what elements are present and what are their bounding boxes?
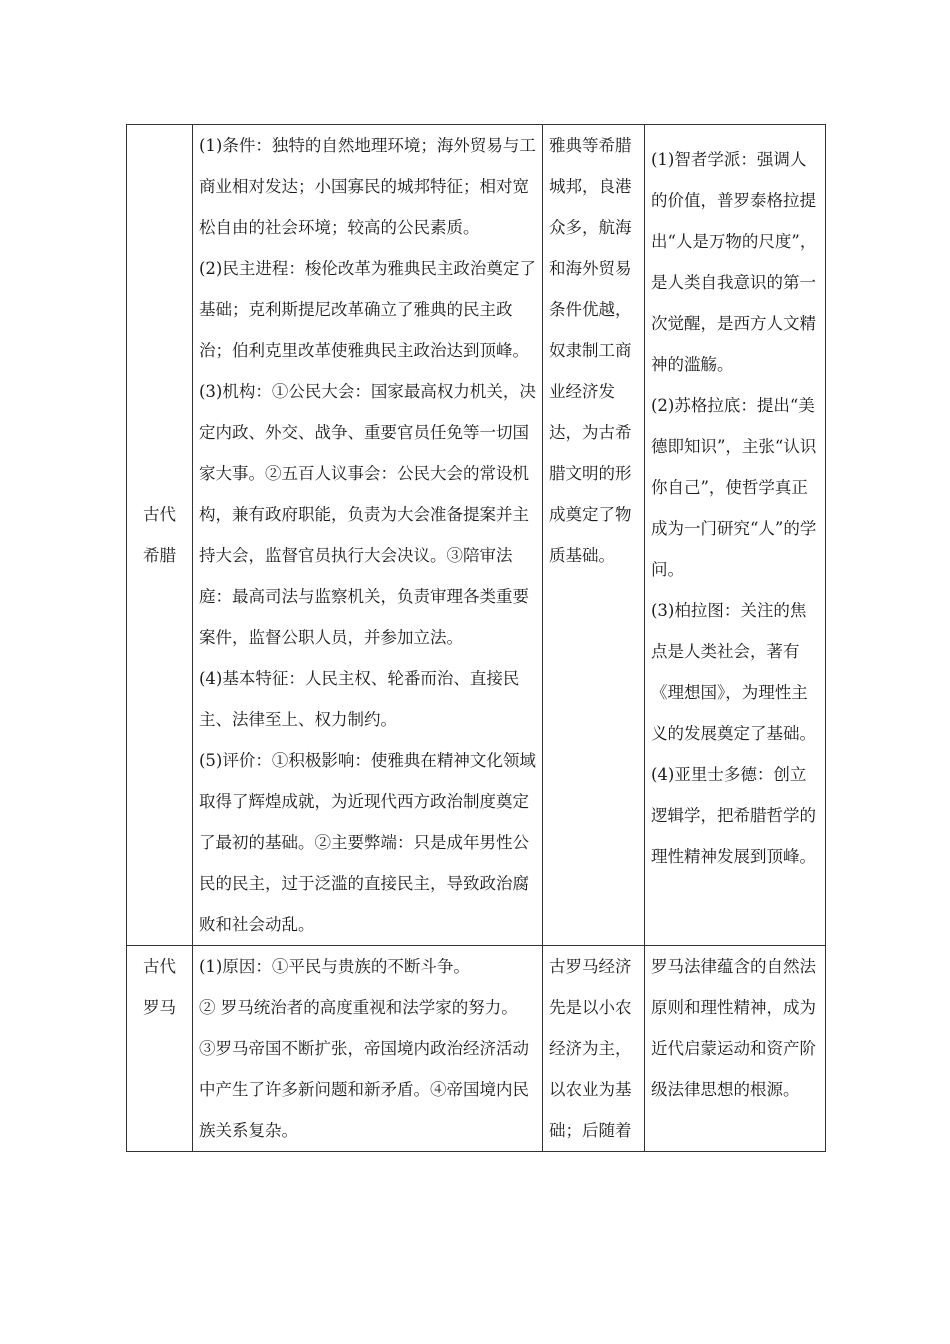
culture-cell-greece — [645, 125, 826, 946]
culture-item: (3)柏拉图：关注的焦点是人类社会，著有《理想国》，为理性主义的发展奠定了基础。 — [651, 601, 816, 743]
region-label-line: 罗马 — [143, 998, 176, 1017]
economy-text: 雅典等希腊城邦，良港众多，航海和海外贸易条件优越，奴隶制工商业经济发达，为古希腊文明的形成奠定了物质基础。 — [549, 136, 632, 565]
region-cell-greece — [127, 125, 193, 946]
economy-cell-rome — [543, 946, 645, 1152]
region-label-line: 古代 — [143, 505, 176, 524]
politics-cell-greece — [193, 125, 543, 946]
table-row-ancient-rome — [127, 946, 826, 1152]
table-row-ancient-greece — [127, 125, 826, 946]
politics-item: (4)基本特征：人民主权、轮番而治、直接民主、法律至上、权力制约。 — [199, 669, 520, 729]
region-label-line: 希腊 — [143, 546, 176, 565]
culture-item: (1)智者学派：强调人的价值，普罗泰格拉提出“人是万物的尺度”，是人类自我意识的第一次觉醒，是西方人文精神的滥觞。 — [651, 150, 817, 374]
politics-item: (1)条件：独特的自然地理环境；海外贸易与工商业相对发达；小国寡民的城邦特征；相对宽松自由的社会环境；较高的公民素质。 — [199, 136, 536, 237]
culture-text: 罗马法律蕴含的自然法原则和理性精神，成为近代启蒙运动和资产阶级法律思想的根源。 — [651, 957, 816, 1099]
culture-item: (4)亚里士多德：创立逻辑学，把希腊哲学的理性精神发展到顶峰。 — [651, 765, 816, 866]
politics-item: ③罗马帝国不断扩张，帝国境内政治经济活动中产生了许多新问题和新矛盾。④帝国境内民族关系复杂。 — [199, 1039, 529, 1140]
economy-text: 古罗马经济先是以小农经济为主，以农业为基础；后随着 — [549, 957, 632, 1140]
politics-item: (3)机构：①公民大会：国家最高权力机关，决定内政、外交、战争、重要官员任免等一切国家大事。②五百人议事会：公民大会的常设机构，兼有政府职能，负责为大会准备提案并主持大会，监督官员执行大会决议。③陪审法庭：最高司法与监察机关，负责审理各类重要案件，监督公职人员，并参加立法。 — [199, 382, 536, 647]
culture-cell-rome — [645, 946, 826, 1152]
culture-item: (2)苏格拉底：提出“美德即知识”，主张“认识你自己”，使哲学真正成为一门研究“人”的学问。 — [651, 396, 817, 579]
economy-cell-greece — [543, 125, 645, 946]
politics-cell-rome — [193, 946, 543, 1152]
politics-item: (1)原因：①平民与贵族的不断斗争。 — [199, 957, 470, 976]
politics-item: ② 罗马统治者的高度重视和法学家的努力。 — [199, 998, 518, 1017]
politics-item: (5)评价：①积极影响：使雅典在精神文化领域取得了辉煌成就，为近现代西方政治制度奠定了最初的基础。②主要弊端：只是成年男性公民的民主，过于泛滥的直接民主，导致政治腐败和社会动乱。 — [199, 751, 536, 934]
region-label-line: 古代 — [143, 957, 176, 976]
history-comparison-table — [126, 124, 826, 1152]
region-cell-rome — [127, 946, 193, 1152]
politics-item: (2)民主进程：梭伦改革为雅典民主政治奠定了基础；克利斯提尼改革确立了雅典的民主政治；伯利克里改革使雅典民主政治达到顶峰。 — [199, 259, 536, 360]
